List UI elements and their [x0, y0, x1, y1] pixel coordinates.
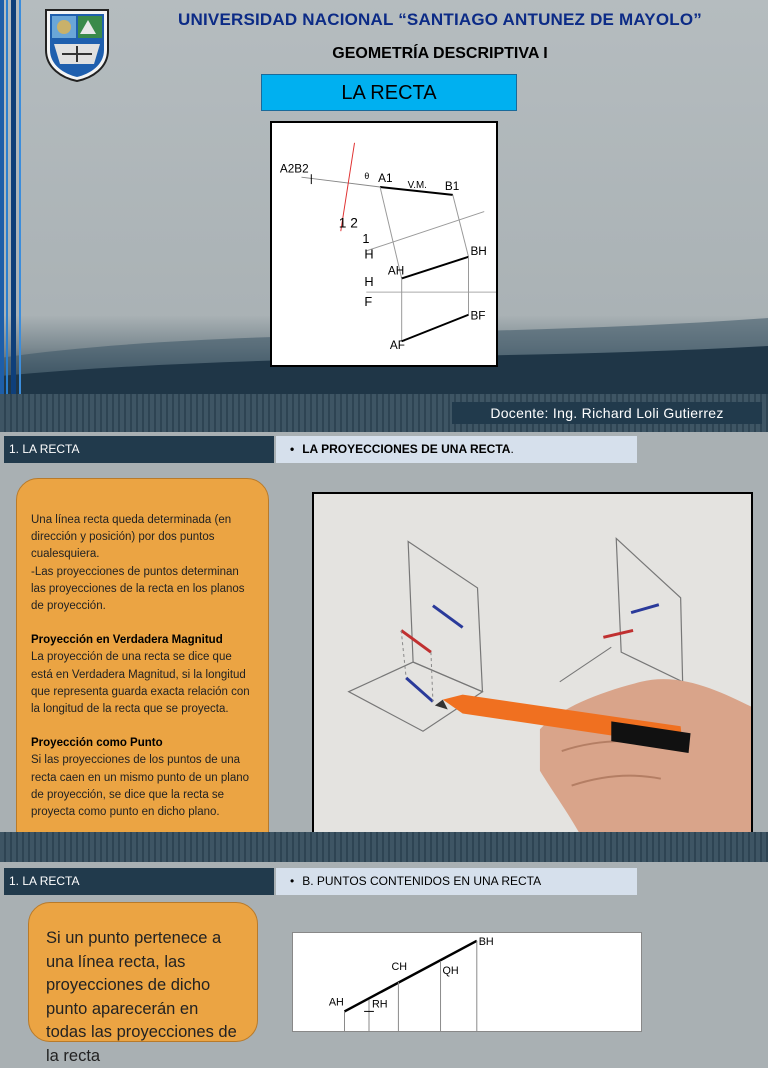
label-qh: QH — [442, 965, 459, 978]
docente-label: Docente: Ing. Richard Loli Gutierrez — [452, 402, 762, 424]
label-b1: B1 — [444, 179, 460, 193]
university-logo — [42, 6, 112, 82]
label-h-mid: H — [364, 274, 374, 290]
vm-title: Proyección en Verdadera Magnitud — [31, 634, 223, 647]
intro-text: Una línea recta queda determinada (en dirección y posición) por dos puntos cualesquiera. — [31, 514, 232, 561]
label-f-mid: F — [364, 293, 373, 309]
label-ah: AH — [387, 264, 405, 278]
label-af: AF — [389, 339, 405, 353]
label-ch: CH — [391, 961, 408, 974]
label-bf: BF — [470, 309, 486, 323]
puntos-diagram — [292, 932, 642, 1032]
label-one-two: 1 2 — [338, 215, 358, 231]
slide-title — [0, 0, 768, 394]
intro-text-2: -Las proyecciones de puntos determinan las proyecciones de la recta en los planos de proyección. — [31, 565, 245, 613]
topic-title: LA RECTA — [261, 74, 517, 111]
subsection-header-2 — [276, 868, 637, 895]
label-theta: θ — [364, 171, 370, 182]
label-a2b2: A2B2 — [279, 162, 309, 176]
section-header-2: 1. LA RECTA — [4, 868, 274, 895]
puntos-text: Si un punto pertenece a una línea recta, las proyecciones de dicho punto aparecerán en todas las proyecciones de la recta — [46, 929, 237, 1065]
label-vm: V.M. — [407, 180, 427, 191]
label-bh: BH — [470, 244, 487, 258]
bullet-2: • — [290, 874, 295, 888]
definition-box-2 — [28, 902, 258, 1065]
label-rh: RH — [371, 998, 388, 1011]
subsection-title-2: B. PUNTOS CONTENIDOS EN UNA RECTA — [302, 874, 542, 888]
separator-stripe-2 — [0, 832, 768, 862]
label-h-top: H — [364, 246, 374, 262]
label-ah-2: AH — [328, 996, 344, 1009]
definition-box — [16, 478, 269, 866]
vm-text: La proyección de una recta se dice que está en Verdadera Magnitud, si la longitud que representa guarda exacta relación con la longitud de la recta que se proyecta. — [31, 651, 250, 716]
subsection-header — [276, 436, 637, 463]
section-header: 1. LA RECTA — [4, 436, 274, 463]
subsection-suffix: . — [510, 442, 514, 456]
label-one-h: 1 — [362, 231, 370, 247]
bullet: • — [290, 442, 295, 456]
punto-title: Proyección como Punto — [31, 737, 163, 750]
subsection-title: LA PROYECCIONES DE UNA RECTA — [302, 442, 511, 456]
sketch-photo — [312, 492, 753, 839]
label-a1: A1 — [378, 172, 393, 186]
side-stripes — [0, 0, 26, 394]
punto-text: Si las proyecciones de los puntos de una recta caen en un mismo punto de un plano de proyección, se dice que la recta se proyecta como punto en dicho plano. — [31, 754, 250, 819]
recta-diagram — [270, 121, 498, 367]
university-title: UNIVERSIDAD NACIONAL “SANTIAGO ANTUNEZ DE MAYOLO” — [178, 10, 702, 29]
label-bh-2: BH — [478, 935, 494, 948]
course-title: GEOMETRÍA DESCRIPTIVA I — [332, 45, 548, 62]
